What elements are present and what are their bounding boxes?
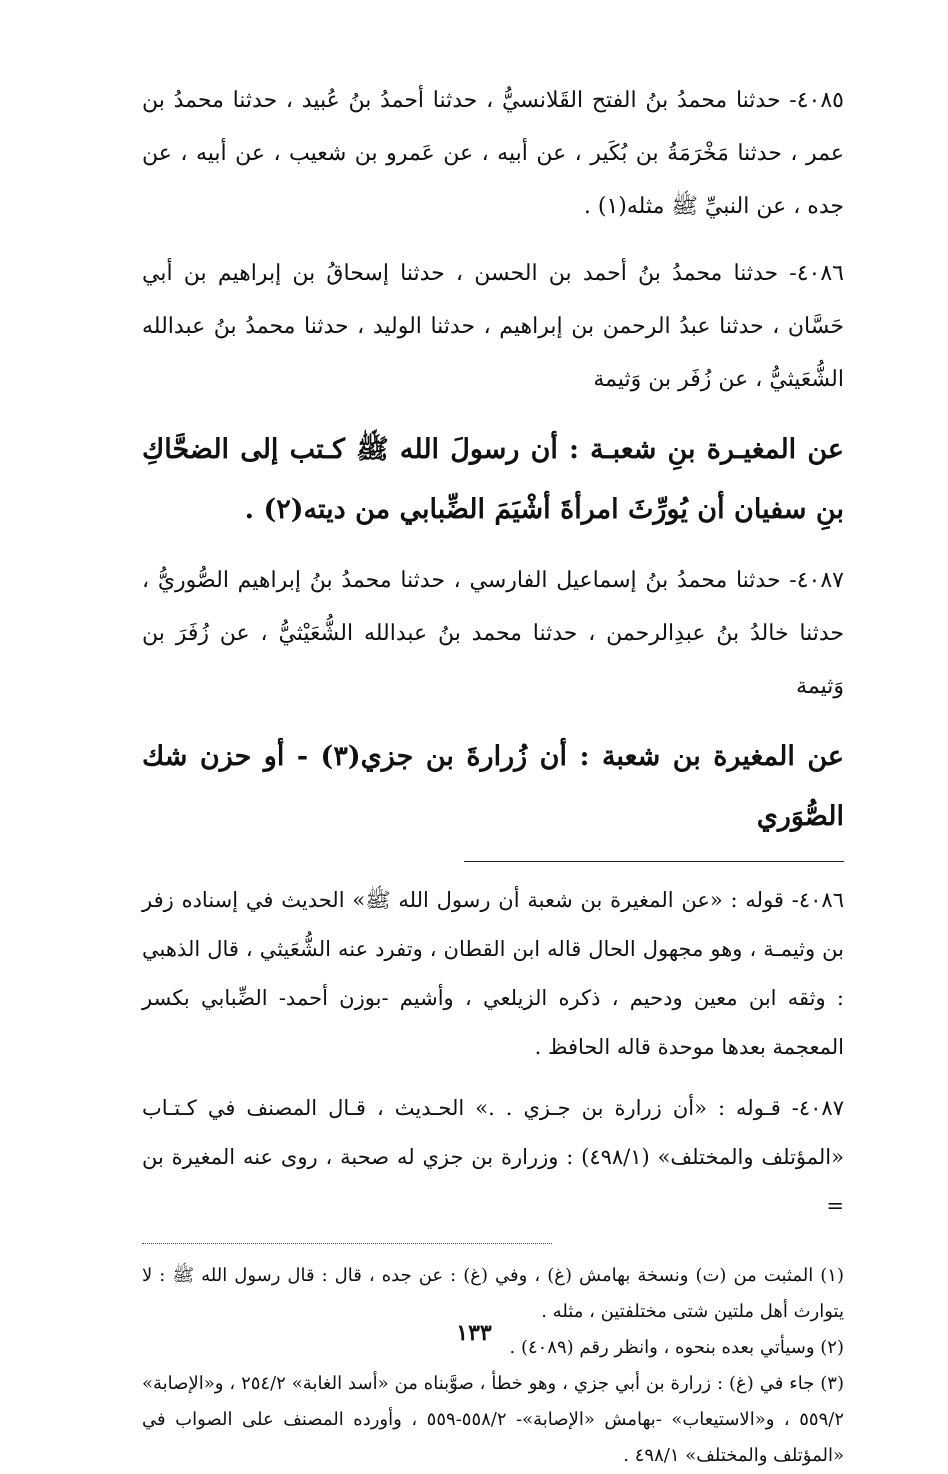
hadith-4087-isnad: ٤٠٨٧- حدثنا محمدُ بنُ إسماعيل الفارسي ، حدثنا محمدُ بنُ إبراهيم الصُّوريُّ ، حدثنا خالدُ بنُ عبدِالرحمن ، حدثنا محمد بنُ عبدالله الشُّعَيْثيُّ ، عن زُفَرَ بن وَثيمة (142, 568, 844, 699)
footnote-separator (142, 1243, 552, 1244)
footnote-1: (١) المثبت من (ت) ونسخة بهامش (غ) ، وفي (غ) : عن جده ، قال : قال رسول الله ﷺ : لا يتوارث أهل ملتين شتى مختلفتين ، مثله . (142, 1265, 844, 1322)
hadith-4086-matn: عن المغيـرة بنِ شعبـة : أن رسولَ الله ﷺ كـتب إلى الضحَّاكِ بنِ سفيان أن يُورِّثَ امرأةَ أشْيَمَ الضِّبابي من ديته(٢) . (142, 434, 844, 525)
hadith-4085: ٤٠٨٥- حدثنا محمدُ بنُ الفتح القَلانسيُّ ، حدثنا أحمدُ بنُ عُبيد ، حدثنا محمدُ بن عمر ، حدثنا مَخْرَمَةُ بن بُكَير ، عن أبيه ، عن عَمرو بن شعيب ، عن أبيه ، عن جده ، عن النبيِّ ﷺ مثله(١) . (142, 88, 844, 219)
page-number: ١٣٣ (456, 1320, 492, 1346)
footnotes (142, 1258, 844, 1474)
hadith-4086-isnad: ٤٠٨٦- حدثنا محمدُ بنُ أحمد بن الحسن ، حدثنا إسحاقُ بن إبراهيم بن أبي حَسَّان ، حدثنا عبدُ الرحمن بن إبراهيم ، حدثنا الوليد ، حدثنا محمدُ بنُ عبدالله الشُّعَيثيُّ ، عن زُفَر بن وَثيمة (142, 261, 844, 392)
commentary (142, 876, 844, 1231)
note-4087: ٤٠٨٧- قـوله : «أن زرارة بن جـزي . .» الحـديث ، قـال المصنف في كـتـاب «المؤتلف والمختلف» (٤٩٨/١) : وزرارة بن جزي له صحبة ، روى عنه المغيرة بن = (142, 1096, 844, 1218)
main-text (142, 74, 844, 1474)
footnote-3: (٣) جاء في (غ) : زرارة بن أبي جزي ، وهو خطأ ، صوَّبناه من «أسد الغابة» ٢٥٤/٢ ، و«الإصابة» ٥٥٩/٢ ، و«الاستيعاب» -بهامش «الإصابة»- ٥٥٨/٢-٥٥٩ ، وأورده المصنف على الصواب في «المؤتلف والمختلف» ٤٩٨/١ . (142, 1373, 844, 1466)
note-4086: ٤٠٨٦- قوله : «عن المغيرة بن شعبة أن رسول الله ﷺ» الحديث في إسناده زفر بن وثيمـة ، وهو مجهول الحال قاله ابن القطان ، وتفرد عنه الشُّعَيثي ، قال الذهبي : وثقه ابن معين ودحيم ، ذكره الزيلعي ، وأشيم -بوزن أحمد- الضِّبابي بكسر المعجمة بعدها موحدة قاله الحافظ . (142, 888, 844, 1059)
commentary-separator (464, 861, 844, 862)
footnote-2: (٢) وسيأتي بعده بنحوه ، وانظر رقم (٤٠٨٩) . (509, 1337, 844, 1358)
hadith-4087-matn: عن المغيرة بن شعبة : أن زُرارةَ بن جزي(٣) - أو حزن شك الصُّوَري (142, 741, 844, 832)
